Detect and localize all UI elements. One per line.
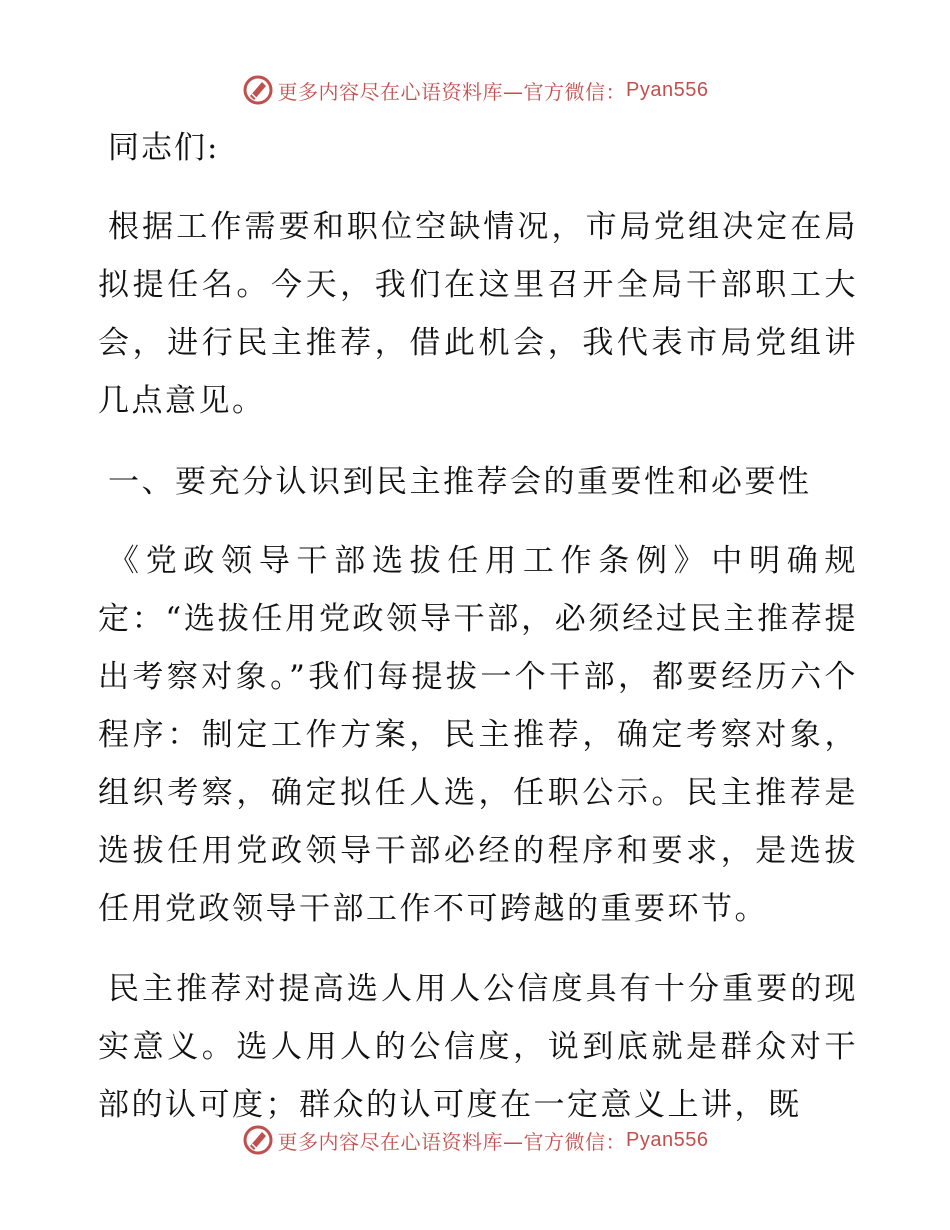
greeting: 同志们: <box>108 130 220 166</box>
pen-logo-icon <box>242 1124 274 1156</box>
watermark-wechat-id: Pyan556 <box>626 78 709 101</box>
watermark-text: 更多内容尽在心语资料库—官方微信： <box>277 79 627 104</box>
section-heading-1: 一、要充分认识到民主推荐会的重要性和必要性 <box>108 464 812 500</box>
watermark-wechat-id: Pyan556 <box>626 1128 709 1151</box>
paragraph-3: 民主推荐对提高选人用人公信度具有十分重要的现实意义。选人用人的公信度，说到底就是群众对干部的认可度；群众的认可度在一定意义上讲，既 <box>98 971 858 1123</box>
paragraph-1: 根据工作需要和职位空缺情况，市局党组决定在局拟提任名。今天，我们在这里召开全局干部职工大会，进行民主推荐，借此机会，我代表市局党组讲几点意见。 <box>98 209 858 419</box>
document-body <box>98 128 858 1156</box>
watermark-banner-bottom <box>0 1120 950 1160</box>
watermark-text: 更多内容尽在心语资料库—官方微信： <box>277 1129 627 1154</box>
paragraph-2: 《党政领导干部选拔任用工作条例》中明确规定：“选拔任用党政领导干部，必须经过民主推荐提出考察对象。”我们每提拔一个干部，都要经历六个程序：制定工作方案，民主推荐，确定考察对象，组织考察，确定拟任人选，任职公示。民主推荐是选拔任用党政领导干部必经的程序和要求，是选拔任用党政领导干部工作不可跨越的重要环节。 <box>98 543 858 927</box>
pen-logo-icon <box>242 74 274 106</box>
watermark-banner-top <box>0 70 950 110</box>
